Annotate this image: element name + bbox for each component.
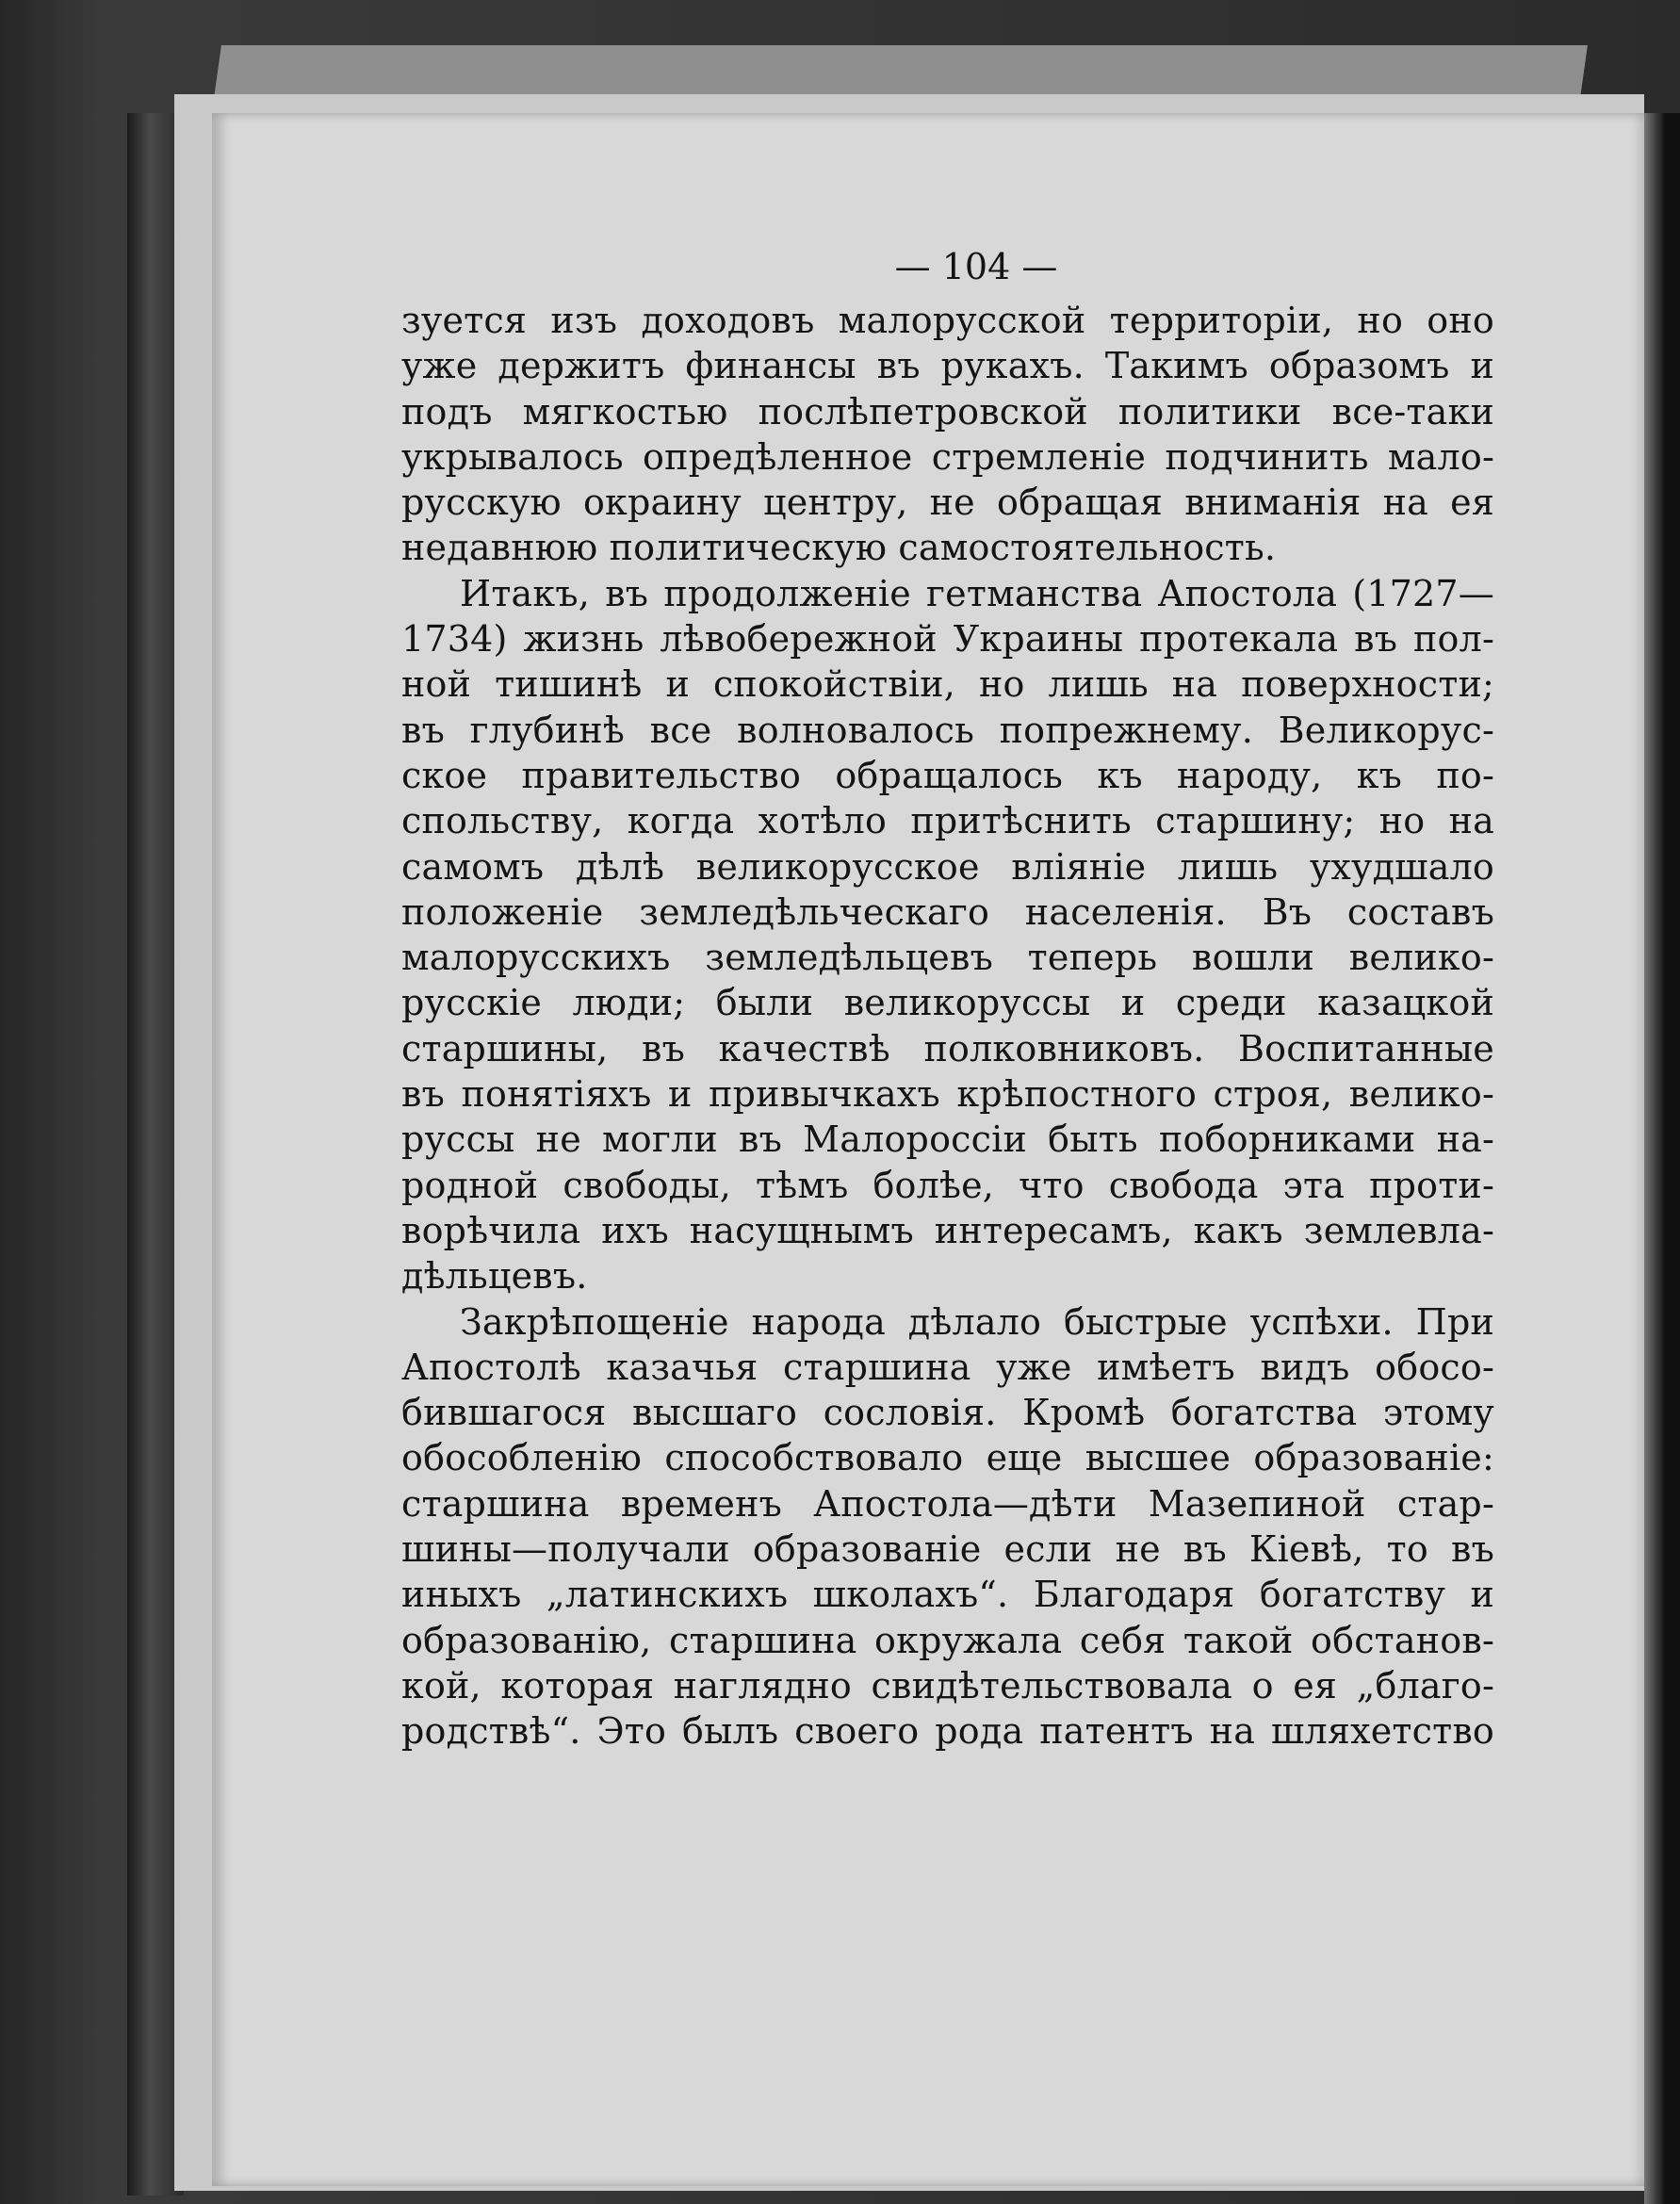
text-line: въ глубинѣ все волновалось попрежнему. Великорус-: [401, 709, 1494, 751]
text-line: родствѣ“. Это былъ своего рода патентъ на шляхетство: [401, 1710, 1494, 1753]
text-line: образованію, старшина окружала себя такой обстанов-: [401, 1619, 1494, 1661]
text-line: кой, которая наглядно свидѣтельствовала о ея „благо-: [401, 1664, 1494, 1706]
page-number: — 104 —: [894, 246, 1058, 287]
text-line: уже держитъ финансы въ рукахъ. Такимъ образомъ и: [401, 345, 1494, 387]
text-line: ной тишинѣ и спокойствіи, но лишь на поверхности;: [401, 663, 1494, 706]
text-line: обособленію способствовало еще высшее образованіе:: [401, 1437, 1494, 1479]
text-line: руссы не могли въ Малороссіи быть поборниками на-: [401, 1118, 1494, 1161]
paragraph-2: [401, 571, 1494, 1299]
text-line: подъ мягкостью послѣпетровской политики все-таки: [401, 390, 1494, 433]
right-book-edge: [1644, 113, 1680, 2204]
text-line: старшина временъ Апостола—дѣти Мазепиной стар-: [401, 1482, 1494, 1525]
text-line: ское правительство обращалось къ народу, къ по-: [401, 754, 1494, 796]
paragraph-3: [401, 1299, 1494, 1755]
text-line: 1734) жизнь лѣвобережной Украины протекала въ пол-: [401, 618, 1494, 661]
text-line: русскіе люди; были великоруссы и среди казацкой: [401, 982, 1494, 1024]
text-line: спольству, когда хотѣло притѣснить старшину; но на: [401, 800, 1494, 842]
text-line: положеніе земледѣльческаго населенія. Въ составъ: [401, 890, 1494, 933]
text-line: Закрѣпощеніе народа дѣлало быстрые успѣхи. При: [460, 1300, 1494, 1343]
text-line: зуется изъ доходовъ малорусской территоріи, но оно: [401, 300, 1494, 341]
text-line: иныхъ „латинскихъ школахъ“. Благодаря богатству и: [401, 1574, 1494, 1616]
text-line: укрывалось опредѣленное стремленіе подчинить мало-: [401, 435, 1494, 478]
text-line: малорусскихъ земледѣльцевъ теперь вошли велико-: [401, 937, 1494, 979]
text-line: шины—получали образованіе если не въ Кіевѣ, то въ: [401, 1528, 1494, 1571]
text-line: дѣльцевъ.: [401, 1255, 588, 1298]
text-line: самомъ дѣлѣ великорусское вліяніе лишь ухудшало: [401, 845, 1494, 888]
text-line: бившагося высшаго сословія. Кромѣ богатства этому: [401, 1392, 1494, 1434]
text-line: русскую окраину центру, не обращая вниманія на ея: [401, 482, 1494, 524]
text-line: Апостолѣ казачья старшина уже имѣетъ видъ обосо-: [401, 1346, 1494, 1388]
text-block: [401, 236, 1494, 1755]
text-line: недавнюю политическую самостоятельность.: [401, 527, 1277, 569]
text-line: старшины, въ качествѣ полковниковъ. Воспитанные: [401, 1027, 1494, 1069]
text-line: ворѣчила ихъ насущнымъ интересамъ, какъ землевла-: [401, 1209, 1494, 1251]
text-line: въ понятіяхъ и привычкахъ крѣпостного строя, велико-: [401, 1073, 1494, 1116]
text-line: Итакъ, въ продолженіе гетманства Апостола (1727—: [460, 572, 1494, 614]
paragraph-1: [401, 298, 1494, 571]
text-line: родной свободы, тѣмъ болѣе, что свобода эта проти-: [401, 1164, 1494, 1206]
